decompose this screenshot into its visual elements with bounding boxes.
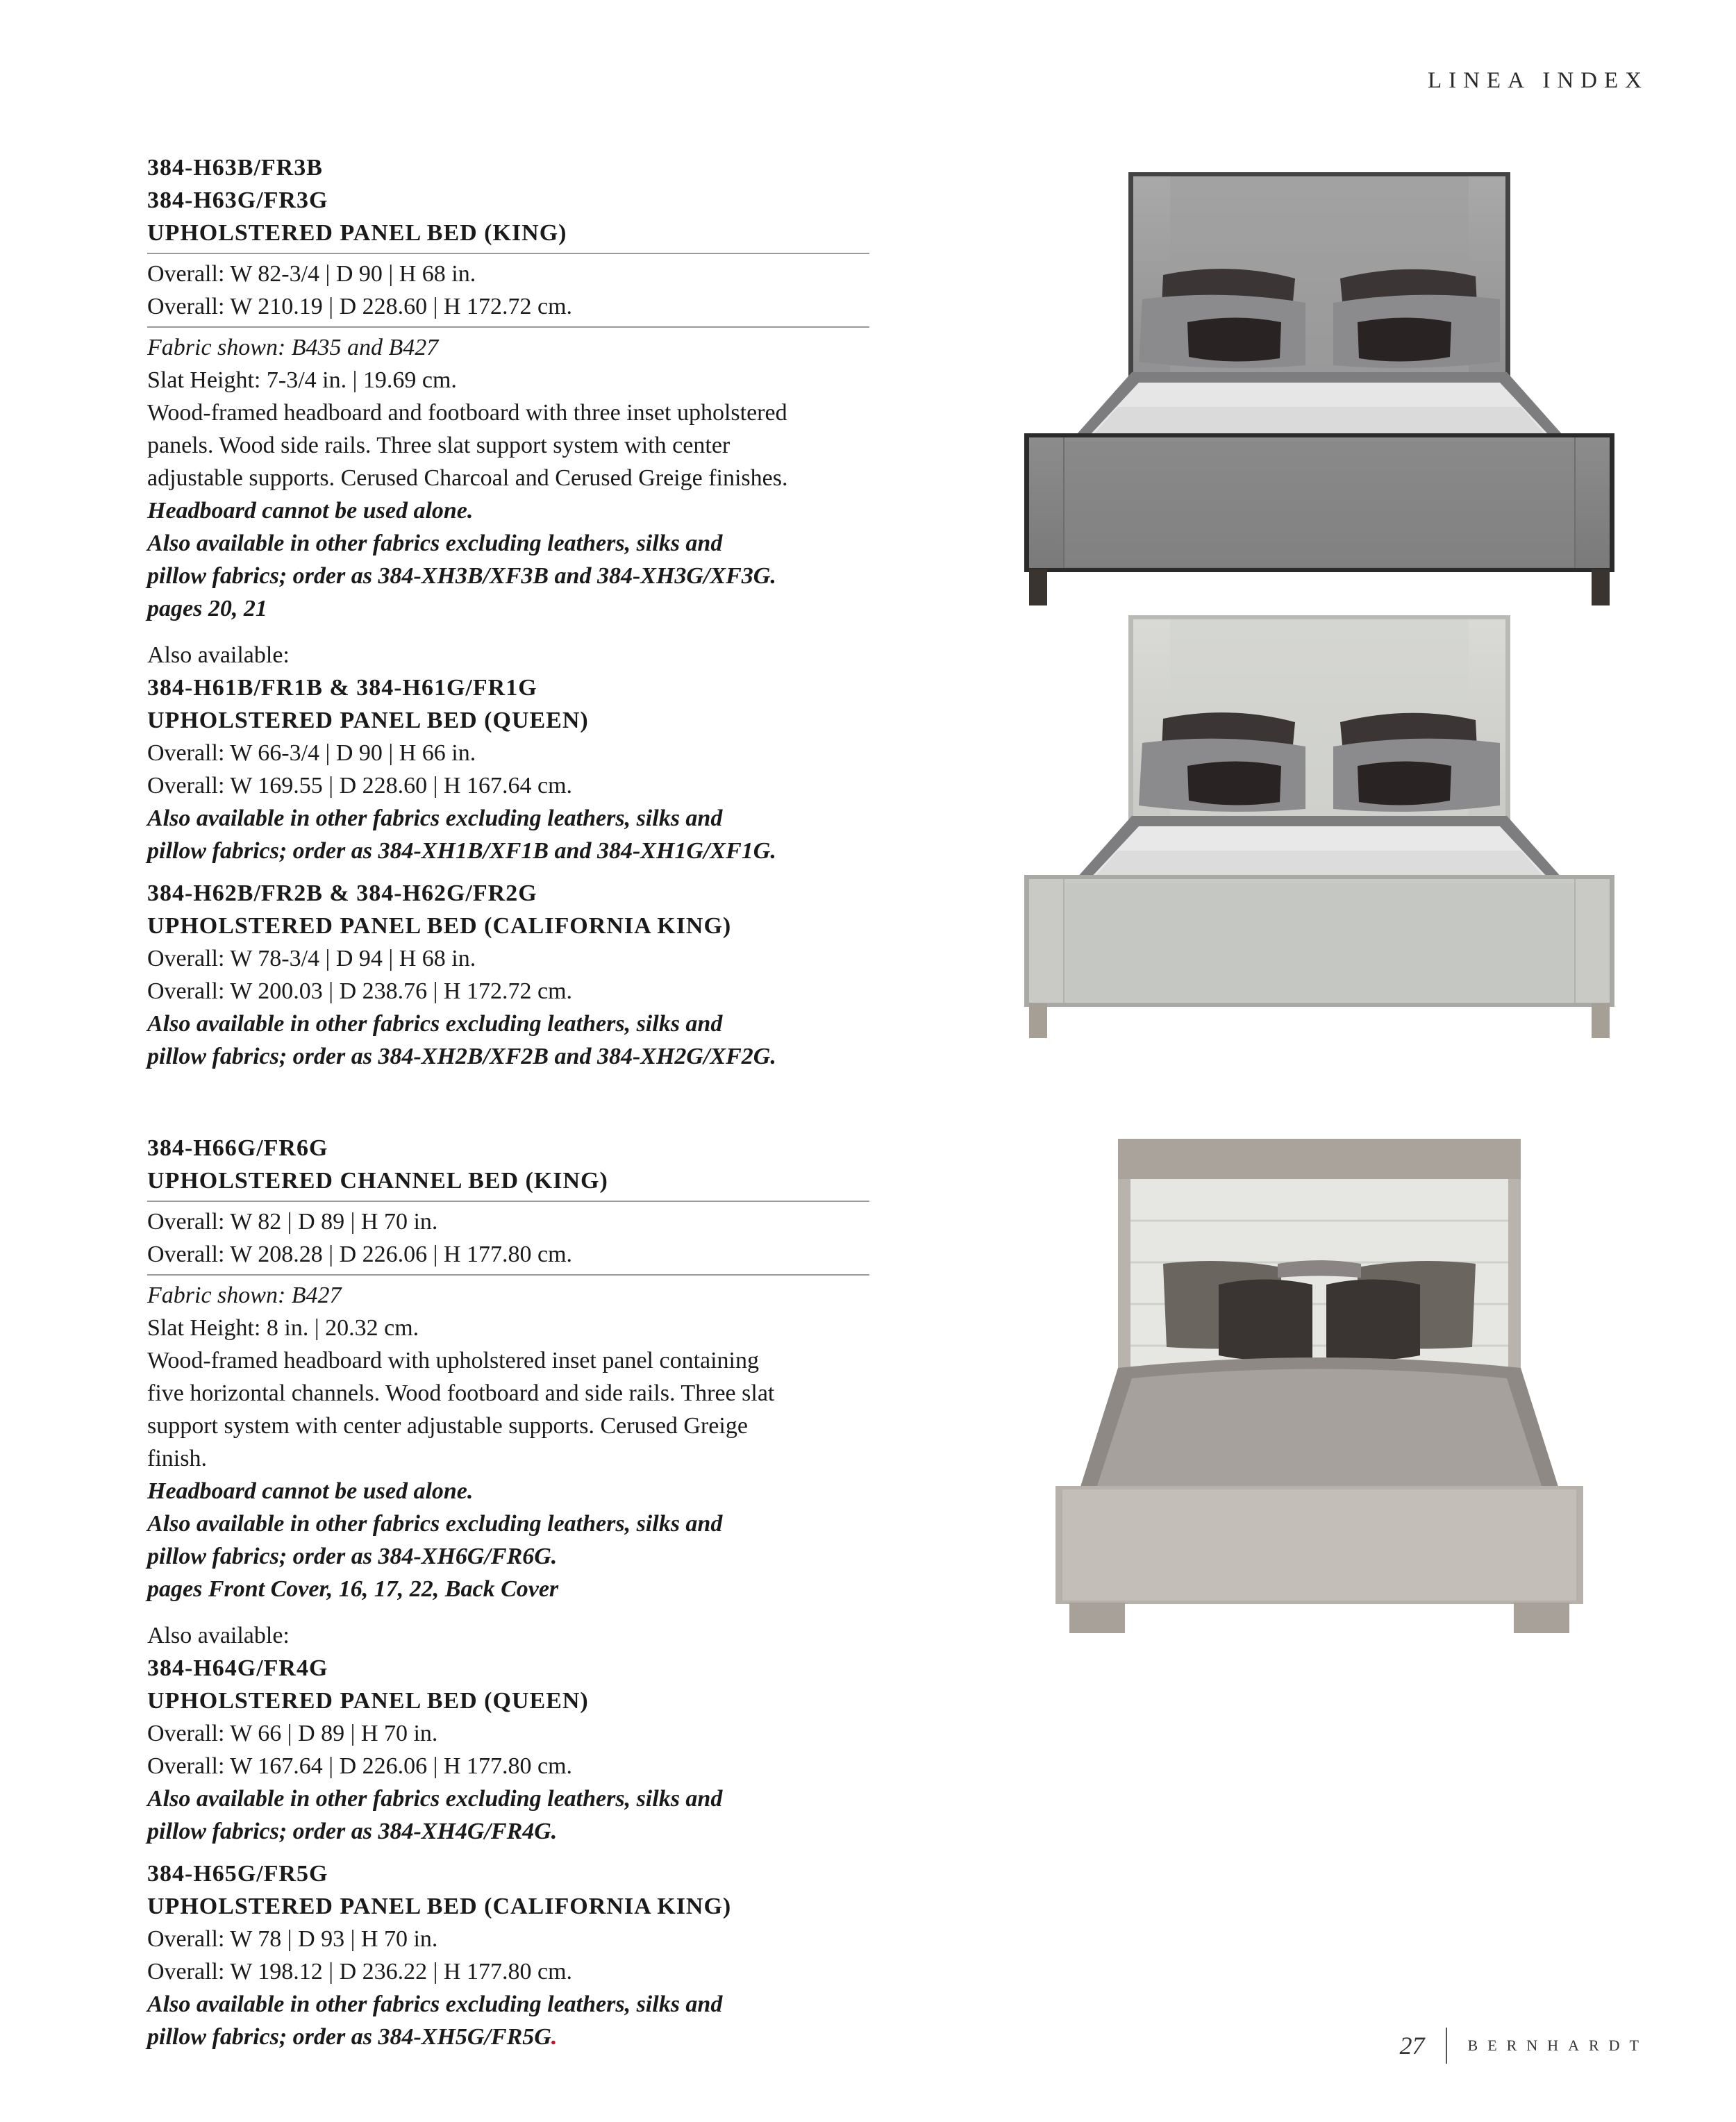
headboard-note: Headboard cannot be used alone. [147,1478,474,1504]
section-title: LINEA INDEX [1427,68,1649,93]
alt-sku: 384-H62B/FR2B & 384-H62G/FR2G [147,880,537,906]
alt-dimensions-in: Overall: W 78-3/4 | D 94 | H 68 in. [147,946,476,971]
bed-photo-greige-panel [1014,611,1625,1042]
availability-note: Also available in other fabrics excluding leathers, silks and [147,1511,723,1537]
alt-availability: Also available in other fabrics excluding leathers, silks and [147,805,723,831]
page-references: pages 20, 21 [147,596,267,621]
alt-availability: pillow fabrics; order as 384-XH2B/XF2B and 384-XH2G/XF2G. [147,1044,776,1069]
alt-sku: 384-H65G/FR5G [147,1861,328,1887]
product-name: UPHOLSTERED CHANNEL BED (KING) [147,1168,608,1194]
slat-height: Slat Height: 7-3/4 in. | 19.69 cm. [147,367,457,393]
description-line: adjustable supports. Cerused Charcoal and Cerused Greige finishes. [147,465,788,491]
also-available-label: Also available: [147,1623,290,1648]
also-available-label: Also available: [147,642,290,668]
alt-dimensions-cm: Overall: W 200.03 | D 238.76 | H 172.72 cm. [147,978,573,1004]
fabric-shown: Fabric shown: B427 [147,1283,342,1308]
bed-photo-channel-king [1014,1139,1625,1639]
fabric-shown: Fabric shown: B435 and B427 [147,335,439,360]
availability-note: pillow fabrics; order as 384-XH3B/XF3B and 384-XH3G/XF3G. [147,563,776,589]
description-line: Wood-framed headboard with upholstered inset panel containing [147,1348,759,1373]
availability-note: Also available in other fabrics excluding leathers, silks and [147,530,723,556]
bed-photo-king-panel [1014,164,1625,608]
dimensions-in: Overall: W 82-3/4 | D 90 | H 68 in. [147,261,476,287]
alt-dimensions-in: Overall: W 78 | D 93 | H 70 in. [147,1926,438,1952]
alt-dimensions-cm: Overall: W 198.12 | D 236.22 | H 177.80 cm. [147,1959,573,1985]
headboard-note: Headboard cannot be used alone. [147,498,474,524]
divider [147,253,869,254]
alt-name: UPHOLSTERED PANEL BED (QUEEN) [147,1688,589,1714]
divider [147,1274,869,1276]
alt-dimensions-cm: Overall: W 169.55 | D 228.60 | H 167.64 cm. [147,773,573,799]
dimensions-in: Overall: W 82 | D 89 | H 70 in. [147,1209,438,1235]
page-references: pages Front Cover, 16, 17, 22, Back Cover [147,1576,559,1602]
alt-dimensions-in: Overall: W 66 | D 89 | H 70 in. [147,1721,438,1746]
alt-availability: pillow fabrics; order as 384-XH1B/XF1B and 384-XH1G/XF1G. [147,838,776,864]
availability-note: pillow fabrics; order as 384-XH6G/FR6G. [147,1544,558,1569]
description-line: five horizontal channels. Wood footboard and side rails. Three slat [147,1380,775,1406]
alt-availability: Also available in other fabrics excluding leathers, silks and [147,1011,723,1037]
alt-name: UPHOLSTERED PANEL BED (CALIFORNIA KING) [147,913,732,939]
page-footer [1400,2028,1649,2064]
slat-height: Slat Height: 8 in. | 20.32 cm. [147,1315,419,1341]
alt-sku: 384-H64G/FR4G [147,1655,328,1681]
divider [147,1201,869,1202]
alt-name: UPHOLSTERED PANEL BED (CALIFORNIA KING) [147,1894,732,1919]
description-line: finish. [147,1446,207,1471]
product-entry-1 [147,151,869,1073]
alt-dimensions-in: Overall: W 66-3/4 | D 90 | H 66 in. [147,740,476,766]
alt-sku: 384-H61B/FR1B & 384-H61G/FR1G [147,675,537,701]
product-sku: 384-H66G/FR6G [147,1135,328,1161]
footer-divider [1446,2028,1447,2064]
description-line: panels. Wood side rails. Three slat support system with center [147,433,731,458]
description-line: support system with center adjustable supports. Cerused Greige [147,1413,748,1439]
product-entry-2 [147,1132,869,2053]
dimensions-cm: Overall: W 208.28 | D 226.06 | H 177.80 cm. [147,1242,573,1267]
alt-dimensions-cm: Overall: W 167.64 | D 226.06 | H 177.80 cm. [147,1753,573,1779]
dimensions-cm: Overall: W 210.19 | D 228.60 | H 172.72 cm. [147,294,573,319]
product-name: UPHOLSTERED PANEL BED (KING) [147,220,567,246]
alt-availability: Also available in other fabrics excluding leathers, silks and [147,1991,723,2017]
alt-name: UPHOLSTERED PANEL BED (QUEEN) [147,708,589,733]
page-number: 27 [1399,2032,1425,2060]
product-sku: 384-H63G/FR3G [147,187,328,213]
product-sku: 384-H63B/FR3B [147,155,323,181]
brand-wordmark: BERNHARDT [1467,2037,1649,2054]
alt-availability: Also available in other fabrics excluding leathers, silks and [147,1786,723,1812]
alt-availability: pillow fabrics; order as 384-XH5G/FR5G. [147,2024,558,2050]
divider [147,326,869,328]
description-line: Wood-framed headboard and footboard with three inset upholstered [147,400,787,426]
alt-availability: pillow fabrics; order as 384-XH4G/FR4G. [147,1819,558,1844]
